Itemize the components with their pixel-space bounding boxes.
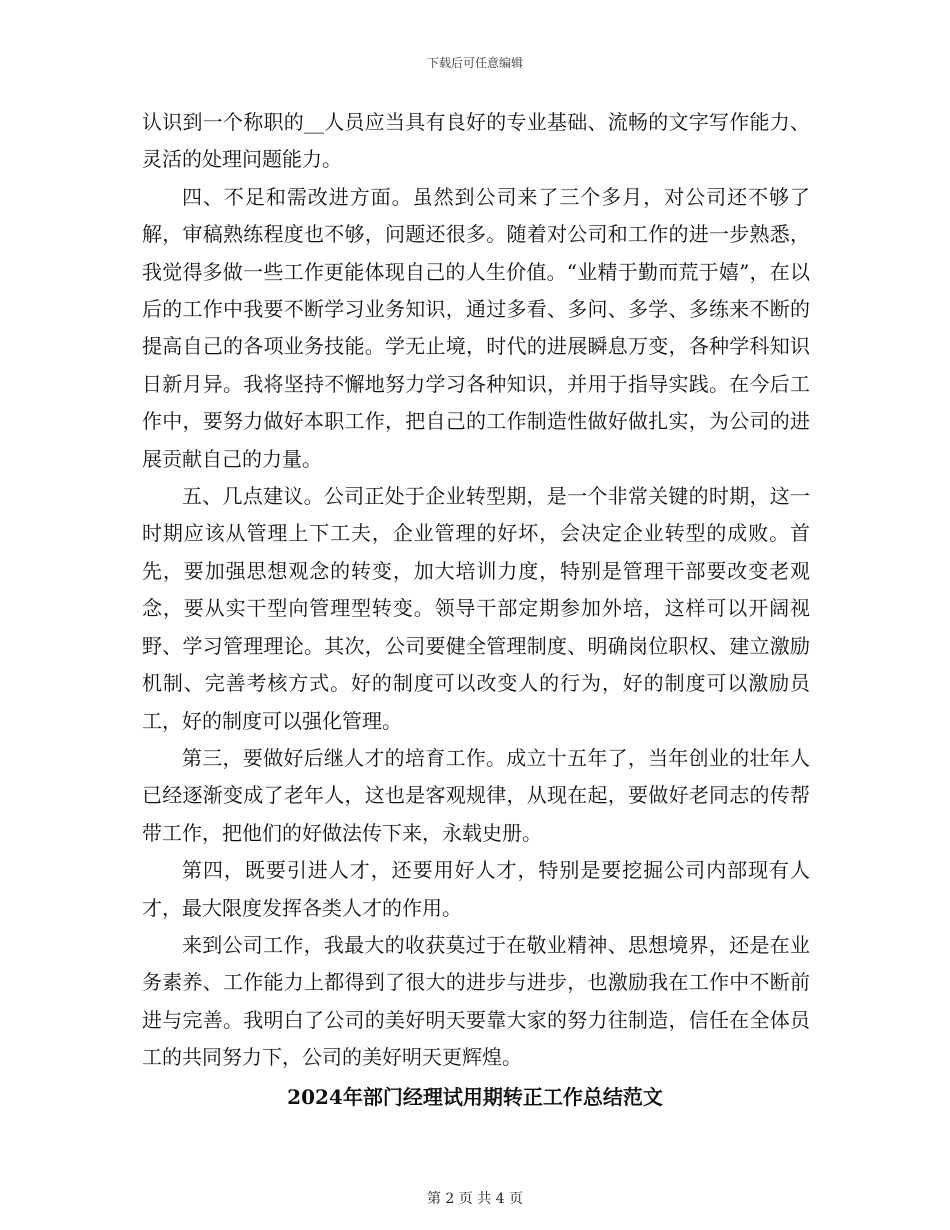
paragraph-third-point: 第三，要做好后继人才的培育工作。成立十五年了，当年创业的壮年人已经逐渐变成了老年人，这也是客观规律，从现在起，要做好老同志的传帮带工作，把他们的好做法传下来，永载史册。	[142, 745, 810, 845]
paragraph-suggestions: 五、几点建议。公司正处于企业转型期，是一个非常关键的时期，这一时期应该从管理上下工夫，企业管理的好坏，会决定企业转型的成败。首先，要加强思想观念的转变，加大培训力度，特别是管理干部要改变老观念，要从实干型向管理型转变。领导干部定期参加外培，这样可以开阔视野、学习管理理论。其次，公司要健全管理制度、明确岗位职权、建立激励机制、完善考核方式。好的制度可以改变人的行为，好的制度可以激励员工，好的制度可以强化管理。	[142, 484, 810, 733]
page-number: 第 2 页 共 4 页	[426, 1191, 524, 1207]
paragraph-shortcomings: 四、不足和需改进方面。虽然到公司来了三个多月，对公司还不够了解，审稿熟练程度也不够，问题还很多。随着对公司和工作的进一步熟悉，我觉得多做一些工作更能体现自己的人生价值。“业精于勤而荒于嬉”，在以后的工作中我要不断学习业务知识，通过多看、多问、多学、多练来不断的提高自己的各项业务技能。学无止境，时代的进展瞬息万变，各种学科知识日新月异。我将坚持不懈地努力学习各种知识，并用于指导实践。在今后工作中，要努力做好本职工作，把自己的工作制造性做好做扎实，为公司的进展贡献自己的力量。	[142, 184, 810, 471]
document-body	[142, 104, 810, 1077]
paragraph-continued: 认识到一个称职的__人员应当具有良好的专业基础、流畅的文字写作能力、灵活的处理问题能力。	[142, 110, 810, 172]
paragraph-conclusion: 来到公司工作，我最大的收获莫过于在敬业精神、思想境界，还是在业务素养、工作能力上都得到了很大的进步与进步，也激励我在工作中不断前进与完善。我明白了公司的美好明天要靠大家的努力往制造，信任在全体员工的共同努力下，公司的美好明天更辉煌。	[142, 932, 810, 1070]
paragraph-fourth-point: 第四，既要引进人才，还要用好人才，特别是要挖掘公司内部现有人才，最大限度发挥各类人才的作用。	[142, 858, 810, 920]
page-header: 下载后可任意编辑	[426, 56, 523, 70]
section-title: 2024年部门经理试用期转正工作总结范文	[287, 1085, 663, 1109]
